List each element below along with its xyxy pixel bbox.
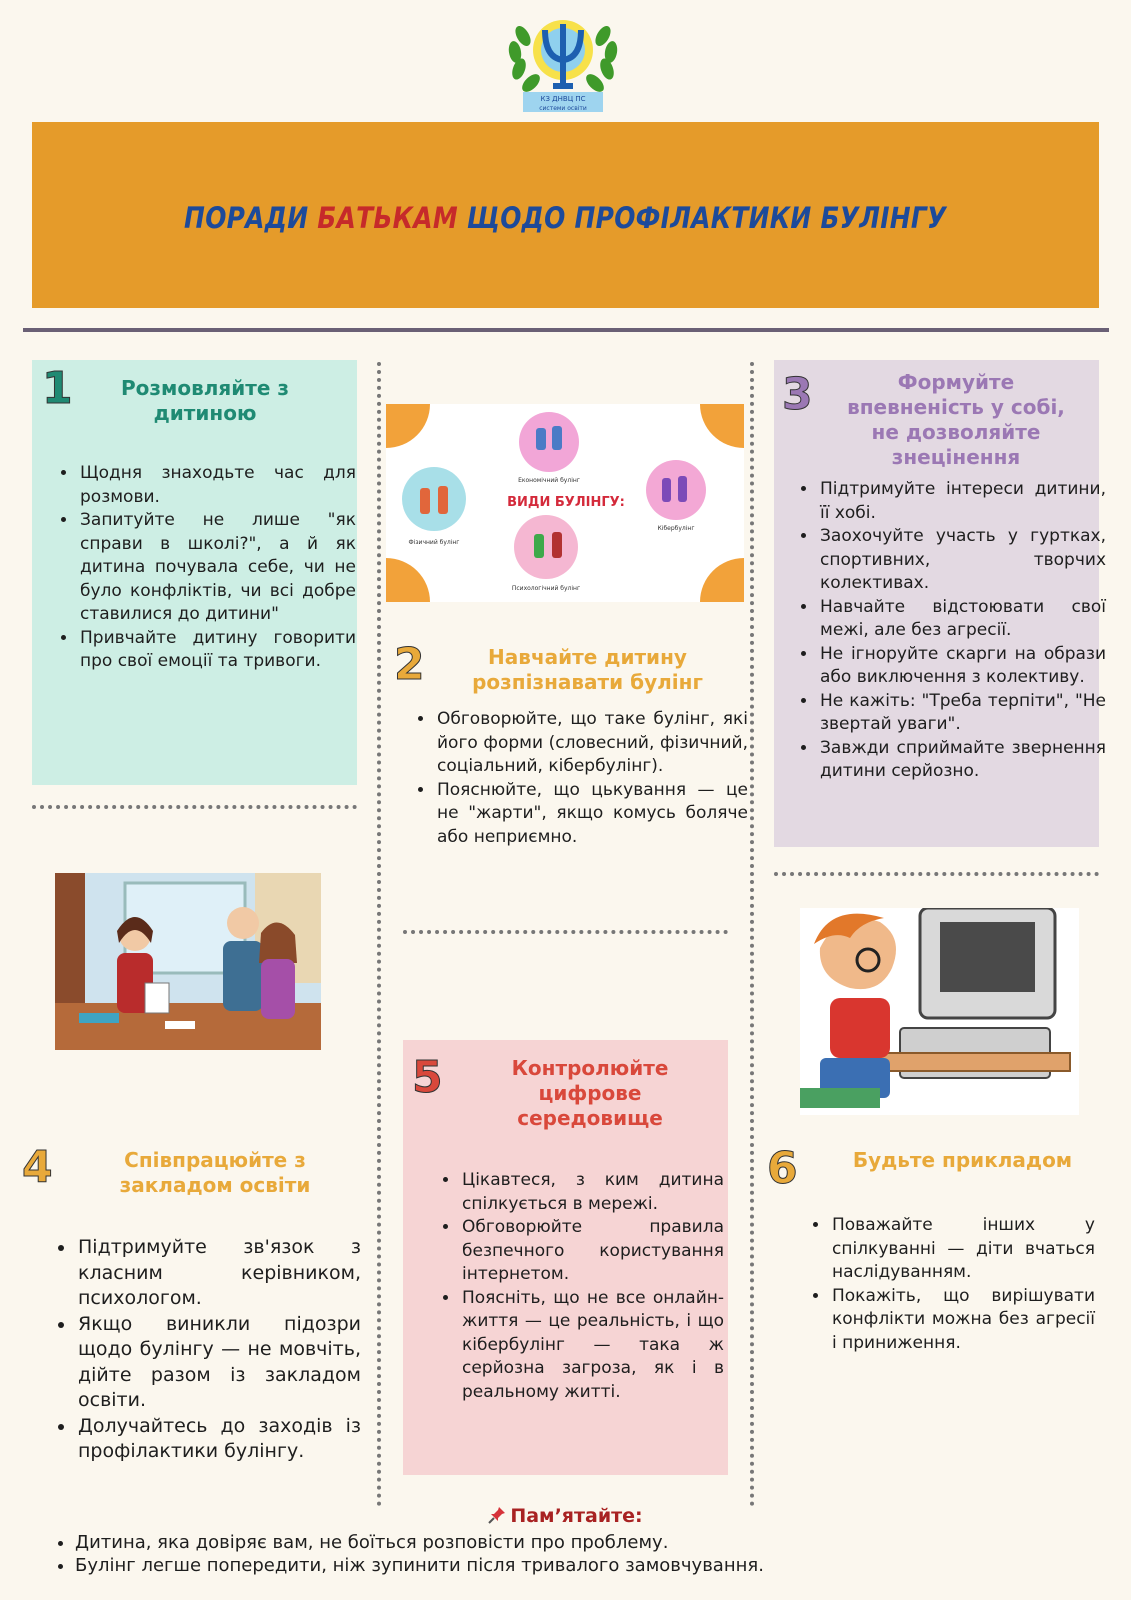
remember-item: • Булінг легше попередити, ніж зупинити після тривалого замовчування. [75, 1554, 764, 1577]
title-part-2: БАТЬКАМ [317, 201, 459, 235]
row-divider-2 [403, 930, 728, 934]
bullying-label-physical: Фізичний булінг [408, 539, 460, 546]
section-heading-5: Контролюйте цифрове середовище [511, 1056, 669, 1130]
tip-list-2 [415, 708, 748, 849]
tip-item: • Пояснюйте, що цькування — це не "жарти", якщо комусь боляче або неприємно. [435, 779, 748, 850]
tip-item: • Підтримуйте інтереси дитини, її хобі. [818, 478, 1106, 525]
row-divider-3 [774, 872, 1099, 876]
header-banner [32, 122, 1099, 308]
tip-item: • Якщо виникли підозри щодо булінгу — не мовчіть, дійте разом із закладом освіти. [76, 1312, 361, 1414]
row-divider-1 [32, 805, 357, 809]
remember-heading [0, 1505, 1131, 1527]
tip-list-1 [58, 462, 356, 674]
tip-item: • Завжди сприймайте звернення дитини серйозно. [818, 737, 1106, 784]
pushpin-icon [488, 1506, 506, 1524]
tip-item: • Заохочуйте участь у гуртках, спортивних, творчих колективах. [818, 525, 1106, 596]
page-title [184, 201, 946, 235]
parents-teacher-image [55, 873, 321, 1050]
remember-item: • Дитина, яка довіряє вам, не боїться розповісти про проблему. [75, 1531, 764, 1554]
tip-item: • Підтримуйте зв'язок з класним керівником, психологом. [76, 1235, 361, 1312]
title-part-1: ПОРАДИ [184, 201, 318, 235]
tip-item: • Запитуйте не лише "як справи в школі?", а й як дитина почувала себе, чи не було конфліктів, чи всі добре ставилися до дитини" [78, 509, 356, 627]
tip-item: • Покажіть, що вирішувати конфлікти можна без агресії і приниження. [830, 1285, 1095, 1356]
section-number-2: 2 [394, 639, 425, 690]
tip-item: • Поважайте інших у спілкуванні — діти вчаться наслідуванням. [830, 1214, 1095, 1285]
bullying-label-cyber: Кібербулінг [657, 525, 695, 532]
tip-item: • Щодня знаходьте час для розмови. [78, 462, 356, 509]
tip-item: • Навчайте відстоювати свої межі, але без агресії. [818, 596, 1106, 643]
bullying-image-title: ВИДИ БУЛІНГУ: [507, 495, 625, 510]
remember-list [55, 1531, 764, 1577]
bullying-label-economic: Економічний булінг [518, 477, 580, 484]
section-number-5: 5 [412, 1052, 443, 1103]
tip-item: • Поясніть, що не все онлайн-життя — це реальність, і що кібербулінг — така ж серйозна загроза, як і в реальному житті. [460, 1287, 724, 1405]
tip-item: • Не кажіть: "Треба терпіти", "Не звертай уваги". [818, 690, 1106, 737]
section-heading-4: Співпрацюйте з закладом освіти [119, 1148, 311, 1197]
header-divider [23, 328, 1109, 332]
tip-item: • Обговорюйте правила безпечного користування інтернетом. [460, 1216, 724, 1287]
remember-title: Пам’ятайте: [510, 1505, 643, 1527]
section-number-4: 4 [22, 1142, 53, 1193]
logo-text-1: КЗ ДНВЦ ПС [540, 95, 586, 103]
tip-list-6 [810, 1214, 1095, 1355]
tip-item: • Не ігноруйте скарги на образи або виключення з колективу. [818, 643, 1106, 690]
title-part-3: ЩОДО ПРОФІЛАКТИКИ БУЛІНГУ [458, 201, 947, 235]
logo-text-2: системи освіти [539, 105, 587, 112]
section-number-1: 1 [42, 363, 73, 414]
bullying-types-image [386, 404, 744, 602]
column-divider-left [377, 362, 381, 1507]
tip-list-4 [56, 1235, 361, 1465]
column-divider-right [750, 362, 754, 1507]
school-logo [493, 6, 633, 118]
section-number-6: 6 [767, 1143, 798, 1194]
section-number-3: 3 [782, 369, 813, 420]
section-heading-2: Навчайте дитину розпізнавати булінг [472, 645, 703, 694]
boy-at-computer-image [800, 908, 1079, 1115]
tip-item: • Долучайтесь до заходів із профілактики булінгу. [76, 1414, 361, 1465]
tip-item: • Привчайте дитину говорити про свої емоції та тривоги. [78, 627, 356, 674]
section-heading-3: Формуйте впевненість у собі, не дозволяйте знецінення [847, 370, 1065, 469]
bullying-label-psychological: Психологічний булінг [511, 585, 581, 592]
tip-list-5 [440, 1169, 724, 1404]
tip-item: • Обговорюйте, що таке булінг, які його форми (словесний, фізичний, соціальний, кібербулінг). [435, 708, 748, 779]
tip-item: • Цікавтеся, з ким дитина спілкується в мережі. [460, 1169, 724, 1216]
tip-list-3 [798, 478, 1106, 784]
section-heading-1: Розмовляйте з дитиною [120, 376, 289, 425]
section-heading-6: Будьте прикладом [852, 1148, 1073, 1172]
